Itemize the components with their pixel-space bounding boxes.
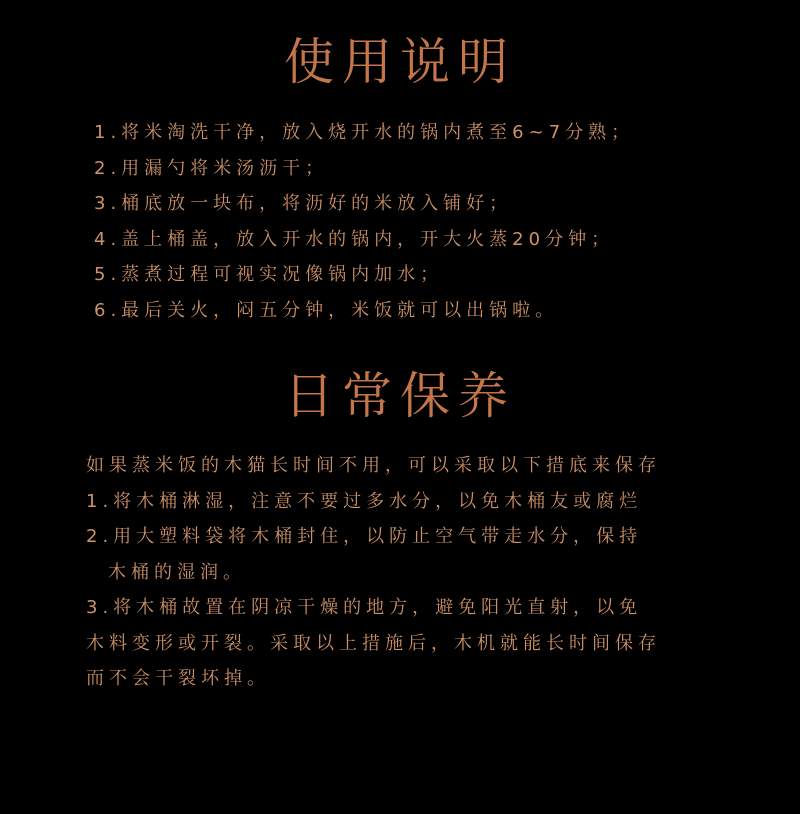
- usage-steps-list: [94, 120, 634, 333]
- care-instructions-list: [86, 453, 661, 702]
- usage-title: 使用说明: [284, 33, 516, 91]
- usage-step: 2.用漏勺将米汤沥干；: [94, 157, 329, 179]
- care-line: 木桶的湿润。: [108, 561, 246, 583]
- care-line: 如果蒸米饭的木猫长时间不用，可以采取以下措底来保存: [86, 455, 661, 476]
- care-title: 日常保养: [284, 367, 516, 425]
- care-line: 1.将木桶淋湿，注意不要过多水分，以免木桶友或腐烂: [86, 490, 643, 512]
- care-line: 木料变形或开裂。采取以上措施后，木机就能长时间保存: [86, 632, 661, 654]
- usage-step: 4.盖上桶盖，放入开水的锅内，开大火蒸20分钟；: [94, 228, 615, 250]
- usage-step: 5.蒸煮过程可视实况像锅内加水；: [94, 264, 444, 285]
- care-line: 2.用大塑料袋将木桶封住，以防止空气带走水分，保持: [86, 526, 643, 547]
- care-line: 而不会干裂坏掉。: [86, 668, 270, 689]
- usage-step: 6.最后关火，闷五分钟，米饭就可以出锅啦。: [94, 299, 559, 321]
- care-line: 3.将木桶故置在阴凉干燥的地方，避免阳光直射，以免: [86, 597, 643, 618]
- usage-step: 1.将米淘洗干净，放入烧开水的锅内煮至6~7分熟；: [94, 122, 635, 143]
- usage-step: 3.桶底放一块布，将沥好的米放入铺好；: [94, 193, 513, 214]
